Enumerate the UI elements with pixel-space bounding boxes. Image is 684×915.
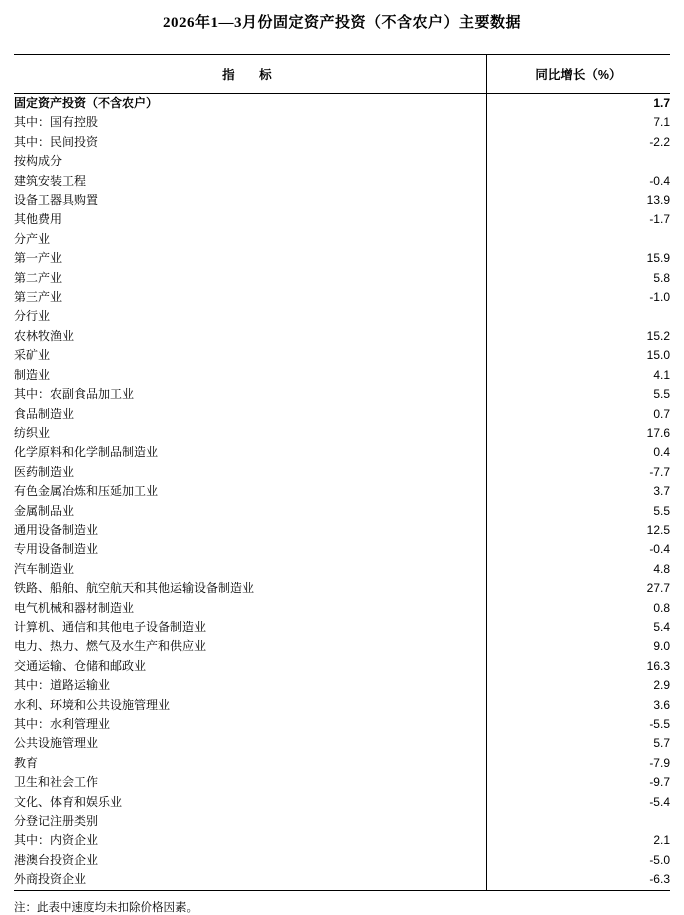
table-row [14, 812, 670, 831]
table-row [14, 152, 670, 171]
row-growth-value: 5.5 [486, 385, 670, 404]
row-label: 卫生和社会工作 [14, 775, 99, 790]
table-row [14, 385, 670, 404]
row-label: 农林牧渔业 [14, 328, 75, 343]
row-label: 按构成分 [14, 154, 63, 169]
row-growth-value: 9.0 [486, 637, 670, 656]
table-row [14, 696, 670, 715]
row-label: 金属制品业 [14, 503, 75, 518]
table-body [14, 94, 670, 890]
row-growth-value: 3.7 [486, 482, 670, 501]
row-label: 电力、热力、燃气及水生产和供应业 [14, 639, 207, 654]
table-row [14, 405, 670, 424]
row-growth-value: 15.2 [486, 327, 670, 346]
row-label: 其中：道路运输业 [14, 678, 111, 693]
row-growth-value: 5.8 [486, 269, 670, 288]
table-row [14, 599, 670, 618]
row-growth-value: 2.9 [486, 676, 670, 695]
row-label: 其中：国有控股 [14, 115, 99, 130]
table-row [14, 560, 670, 579]
row-growth-value: -7.9 [486, 754, 670, 773]
row-growth-value: -0.4 [486, 540, 670, 559]
table-row [14, 94, 670, 114]
row-growth-value [486, 152, 670, 171]
row-growth-value: -9.7 [486, 773, 670, 792]
table-row [14, 269, 670, 288]
table-row [14, 521, 670, 540]
row-growth-value: 0.8 [486, 599, 670, 618]
row-label: 分产业 [14, 231, 51, 246]
row-label: 其中：农副食品加工业 [14, 387, 135, 402]
row-label: 建筑安装工程 [14, 173, 87, 188]
row-growth-value: -5.4 [486, 793, 670, 812]
table-row [14, 249, 670, 268]
row-growth-value: 15.0 [486, 346, 670, 365]
row-label: 水利、环境和公共设施管理业 [14, 697, 171, 712]
row-label: 其中：内资企业 [14, 833, 99, 848]
table-row [14, 424, 670, 443]
table-row [14, 366, 670, 385]
row-label: 专用设备制造业 [14, 542, 99, 557]
row-label: 制造业 [14, 367, 51, 382]
row-label: 电气机械和器材制造业 [14, 600, 135, 615]
table-row [14, 540, 670, 559]
row-growth-value: 0.7 [486, 405, 670, 424]
row-label: 食品制造业 [14, 406, 75, 421]
table-row [14, 443, 670, 462]
table-row [14, 482, 670, 501]
row-growth-value: 4.1 [486, 366, 670, 385]
table-row [14, 676, 670, 695]
row-growth-value: -1.7 [486, 210, 670, 229]
table-row [14, 831, 670, 850]
row-growth-value: 16.3 [486, 657, 670, 676]
row-label: 教育 [14, 755, 39, 770]
row-growth-value: 2.1 [486, 831, 670, 850]
row-growth-value: 0.4 [486, 443, 670, 462]
row-growth-value: 5.4 [486, 618, 670, 637]
row-growth-value: 13.9 [486, 191, 670, 210]
row-growth-value: -5.0 [486, 851, 670, 870]
table-row [14, 172, 670, 191]
data-table-container [14, 54, 670, 891]
table-row [14, 870, 670, 889]
row-growth-value [486, 307, 670, 326]
table-row [14, 657, 670, 676]
fixed-asset-investment-table [14, 55, 670, 890]
row-growth-value [486, 812, 670, 831]
row-growth-value: -0.4 [486, 172, 670, 191]
row-growth-value: -2.2 [486, 133, 670, 152]
table-row [14, 851, 670, 870]
table-row [14, 754, 670, 773]
table-row [14, 346, 670, 365]
row-label: 港澳台投资企业 [14, 852, 99, 867]
row-label: 固定资产投资（不含农户） [14, 96, 159, 110]
row-label: 交通运输、仓储和邮政业 [14, 658, 147, 673]
row-label: 外商投资企业 [14, 872, 87, 887]
row-label: 汽车制造业 [14, 561, 75, 576]
row-label: 第三产业 [14, 290, 63, 305]
column-header-indicator: 指 标 [14, 55, 486, 94]
table-row [14, 288, 670, 307]
row-label: 设备工器具购置 [14, 193, 99, 208]
row-growth-value: -7.7 [486, 463, 670, 482]
table-row [14, 637, 670, 656]
page-title: 2026年1—3月份固定资产投资（不含农户）主要数据 [162, 15, 521, 31]
table-row [14, 793, 670, 812]
row-growth-value [486, 230, 670, 249]
row-growth-value: 5.5 [486, 502, 670, 521]
table-row [14, 773, 670, 792]
row-label: 公共设施管理业 [14, 736, 99, 751]
row-growth-value: 12.5 [486, 521, 670, 540]
row-label: 医药制造业 [14, 464, 75, 479]
row-growth-value: 15.9 [486, 249, 670, 268]
row-label: 化学原料和化学制品制造业 [14, 445, 159, 460]
row-growth-value: 5.7 [486, 734, 670, 753]
row-growth-value: 17.6 [486, 424, 670, 443]
table-row [14, 463, 670, 482]
row-label: 采矿业 [14, 348, 51, 363]
row-growth-value: -5.5 [486, 715, 670, 734]
table-row [14, 133, 670, 152]
row-growth-value: 7.1 [486, 113, 670, 132]
row-label: 其中：民间投资 [14, 134, 99, 149]
row-growth-value: -1.0 [486, 288, 670, 307]
table-row [14, 502, 670, 521]
row-growth-value: 4.8 [486, 560, 670, 579]
row-label: 计算机、通信和其他电子设备制造业 [14, 619, 207, 634]
row-growth-value: 1.7 [486, 94, 670, 114]
table-row [14, 230, 670, 249]
row-label: 第二产业 [14, 270, 63, 285]
row-label: 通用设备制造业 [14, 522, 99, 537]
row-label: 文化、体育和娱乐业 [14, 794, 123, 809]
table-note: 注：此表中速度均未扣除价格因素。 [14, 901, 198, 914]
row-label: 其中：水利管理业 [14, 717, 111, 731]
row-growth-value: -6.3 [486, 870, 670, 889]
row-label: 第一产业 [14, 251, 63, 266]
table-row [14, 734, 670, 753]
column-header-growth: 同比增长（%） [486, 55, 670, 94]
row-label: 铁路、船舶、航空航天和其他运输设备制造业 [14, 581, 255, 596]
row-growth-value: 27.7 [486, 579, 670, 598]
table-row [14, 715, 670, 734]
table-row [14, 307, 670, 326]
table-header-row [14, 55, 670, 94]
row-label: 分登记注册类别 [14, 814, 99, 829]
table-row [14, 579, 670, 598]
row-label: 分行业 [14, 309, 51, 324]
table-row [14, 327, 670, 346]
row-label: 其他费用 [14, 212, 63, 227]
row-label: 有色金属冶炼和压延加工业 [14, 484, 159, 499]
table-row [14, 191, 670, 210]
row-growth-value: 3.6 [486, 696, 670, 715]
table-row [14, 113, 670, 132]
table-row [14, 618, 670, 637]
row-label: 纺织业 [14, 425, 51, 440]
table-row [14, 210, 670, 229]
